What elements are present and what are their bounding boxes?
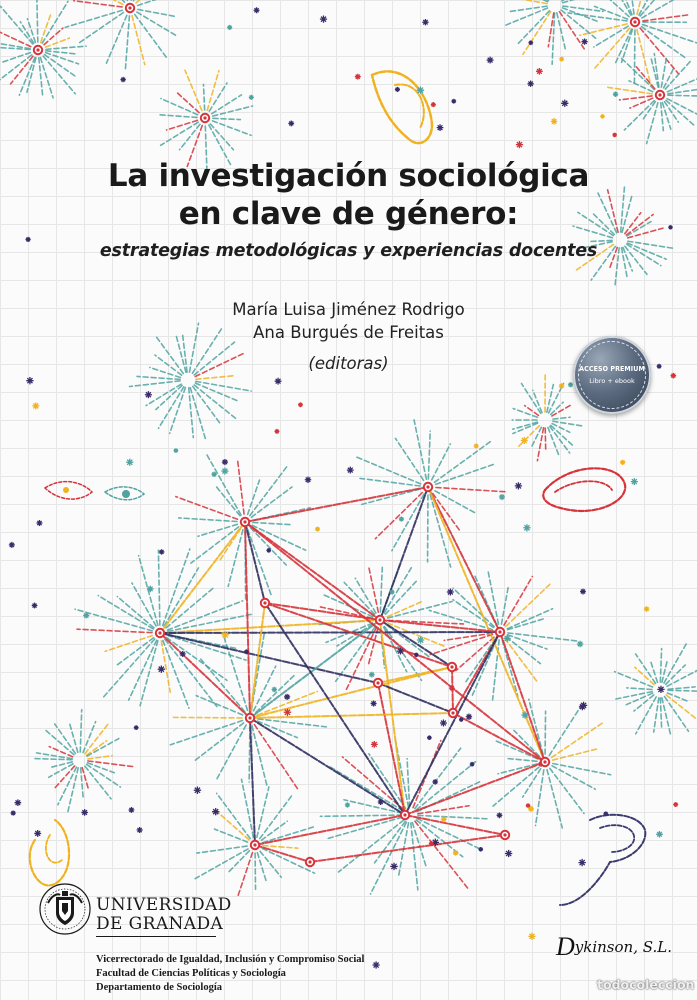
publisher-logo (556, 932, 672, 962)
star-mark (129, 807, 135, 813)
ray-line (545, 428, 546, 451)
star-mark (372, 961, 379, 968)
ray-line (212, 95, 242, 114)
ray-line (201, 659, 245, 712)
star-mark (284, 694, 290, 700)
star-mark (244, 649, 249, 654)
network-link (245, 522, 250, 718)
ray-line (642, 27, 687, 59)
ray-line (176, 497, 238, 520)
star-mark (320, 16, 327, 23)
star-mark (536, 68, 543, 75)
ray-line (636, 654, 656, 683)
ray-line (125, 16, 129, 69)
star-mark (378, 799, 384, 805)
star-mark (613, 91, 618, 96)
navy-scribble (600, 825, 634, 852)
ray-line (553, 749, 598, 760)
star-mark (194, 787, 201, 794)
ray-line (661, 57, 666, 87)
star-mark (298, 402, 303, 407)
ray-line (665, 61, 690, 89)
ray-line (88, 756, 112, 759)
star-mark (249, 95, 254, 100)
star-mark (470, 762, 475, 767)
ray-line (198, 524, 237, 536)
star-mark (451, 99, 456, 104)
ray-line (263, 846, 298, 849)
star-mark (521, 711, 528, 718)
ray-line (563, 0, 608, 3)
ray-line (213, 118, 240, 119)
star-mark (315, 527, 320, 532)
network-node-core (451, 711, 454, 714)
ray-line (86, 0, 123, 4)
star-mark (211, 472, 216, 477)
ray-line (33, 759, 72, 760)
ray-line (194, 385, 236, 419)
ray-line (651, 661, 658, 682)
star-mark (417, 636, 424, 643)
ray-line (667, 693, 688, 702)
star-mark (345, 802, 350, 807)
ray-line (552, 766, 595, 789)
star-mark (137, 827, 143, 833)
ray-line (634, 30, 635, 84)
network-node-core (450, 665, 453, 668)
star-mark (516, 141, 523, 148)
ray-line (3, 53, 31, 62)
ray-line (580, 0, 629, 17)
network-link (255, 815, 405, 845)
ray-line (547, 385, 554, 413)
ray-line (102, 639, 154, 698)
university-seal-icon (38, 881, 92, 941)
star-mark (390, 863, 397, 870)
network-link (250, 603, 265, 718)
ray-line (87, 739, 119, 757)
star-mark (274, 429, 279, 434)
ray-line (165, 639, 218, 707)
ray-line (660, 649, 661, 682)
network-node-core (426, 485, 429, 488)
star-mark (579, 703, 586, 710)
ray-line (664, 102, 678, 122)
network-node-core (308, 860, 311, 863)
star-mark (600, 114, 605, 119)
star-mark (284, 709, 292, 717)
ray-line (195, 849, 248, 879)
ray-line (238, 460, 245, 514)
ray-line (436, 487, 507, 491)
network-node-core (243, 520, 246, 523)
ray-line (668, 690, 697, 691)
premium-access-badge (573, 336, 651, 414)
star-mark (431, 102, 436, 107)
ray-line (580, 24, 627, 35)
star-mark (395, 87, 400, 92)
yellow-swirl (30, 820, 69, 885)
ray-line (666, 100, 696, 126)
ray-line (369, 567, 378, 612)
star-mark (347, 467, 354, 474)
network-link (380, 487, 428, 620)
ray-line (46, 731, 74, 755)
star-mark (11, 810, 16, 815)
star-mark (212, 808, 219, 815)
star-mark (120, 77, 125, 82)
star-mark (15, 799, 22, 806)
network-node-core (658, 93, 661, 96)
ray-line (193, 386, 221, 423)
ray-line (428, 431, 430, 479)
ray-line (553, 421, 583, 426)
ray-line (163, 549, 190, 625)
ray-line (636, 697, 656, 734)
star-mark (272, 687, 277, 692)
ray-line (614, 692, 652, 700)
ray-line (167, 601, 242, 630)
ray-line (547, 770, 562, 828)
network-node-core (253, 843, 256, 846)
star-mark (474, 444, 479, 449)
book-title-line1: La investigación sociológica (107, 158, 590, 194)
star-mark (657, 686, 664, 693)
ray-line (41, 13, 52, 43)
star-mark (9, 542, 15, 548)
ray-line (42, 1, 68, 43)
network-link (405, 762, 545, 815)
badge-label: ACCESO PREMIUM (579, 365, 645, 373)
star-mark (355, 74, 361, 80)
network-node-core (128, 6, 131, 9)
star-mark (527, 81, 533, 87)
ray-line (209, 83, 227, 111)
star-mark (631, 478, 638, 485)
ray-line (37, 753, 73, 759)
ray-line (362, 489, 420, 504)
star-mark (158, 666, 165, 673)
ray-line (508, 0, 548, 4)
star-mark (612, 133, 617, 138)
ray-line (185, 70, 202, 110)
star-mark (521, 437, 528, 444)
ray-line (140, 641, 158, 706)
ray-line (651, 59, 658, 87)
ray-line (45, 38, 69, 47)
ray-line (375, 493, 422, 539)
star-mark (266, 548, 271, 553)
star-mark (369, 672, 375, 678)
network-link (405, 632, 500, 815)
star-mark (371, 741, 378, 748)
network-link (428, 487, 500, 632)
star-mark (134, 725, 139, 730)
network-link (160, 632, 500, 633)
ray-line (553, 417, 570, 419)
ray-line (158, 550, 159, 625)
ray-line (159, 115, 197, 118)
ray-line (620, 96, 653, 100)
ray-line (213, 106, 253, 116)
network-node-core (503, 833, 506, 836)
red-loop (555, 481, 612, 492)
network-node-core (36, 48, 39, 51)
ray-line (320, 815, 402, 816)
divider (96, 936, 216, 938)
star-mark (275, 378, 282, 385)
ray-line (138, 0, 177, 5)
ray-line (129, 640, 157, 700)
star-mark (515, 482, 522, 489)
star-mark (577, 641, 583, 647)
ray-line (508, 6, 547, 12)
editor-name-1: María Luisa Jiménez Rodrigo (232, 300, 465, 319)
star-mark (568, 382, 573, 387)
star-mark (580, 589, 586, 595)
book-subtitle: estrategias metodológicas y experiencias docentes (99, 241, 598, 261)
ray-line (640, 0, 671, 16)
ray-line (164, 568, 198, 626)
star-mark (288, 121, 294, 127)
network-link (245, 487, 428, 522)
star-mark (227, 25, 232, 30)
book-title-line2: en clave de género: (178, 196, 519, 232)
ray-line (55, 724, 76, 754)
network-node-core (203, 116, 206, 119)
star-mark (83, 612, 89, 618)
ray-line (253, 522, 292, 524)
network-node-core (403, 813, 406, 816)
ray-line (39, 58, 43, 96)
network-link (250, 620, 380, 718)
network-node-core (378, 618, 381, 621)
ray-line (642, 0, 697, 18)
star-mark (159, 549, 164, 554)
ray-line (466, 639, 495, 682)
red-loop (543, 468, 625, 511)
star-mark (551, 118, 557, 124)
ray-line (667, 667, 697, 686)
star-mark (36, 520, 42, 526)
ray-line (668, 687, 695, 689)
star-mark (126, 459, 133, 466)
ray-line (627, 688, 652, 690)
vicerrectorado-text: Vicerrectorado de Igualdad, Inclusión y Compromiso Social (96, 954, 365, 965)
ray-line (595, 28, 630, 68)
ray-line (0, 55, 32, 84)
navy-scribble (560, 815, 645, 905)
ray-line (506, 758, 537, 761)
star-mark (222, 459, 228, 465)
university-name-line2: DE GRANADA (96, 914, 224, 934)
star-mark (581, 38, 587, 44)
ray-line (137, 376, 180, 379)
ray-line (647, 103, 658, 144)
network-link (310, 835, 505, 862)
network-node-core (543, 760, 546, 763)
ray-line (132, 16, 145, 65)
network-link (405, 815, 505, 835)
star-mark (523, 524, 530, 531)
publisher-initial: D (556, 932, 575, 961)
ray-line (559, 12, 584, 49)
ray-line (85, 724, 108, 754)
star-mark (559, 383, 564, 388)
star-mark (221, 631, 229, 639)
star-mark (644, 606, 650, 612)
ray-line (248, 480, 260, 514)
star-mark (487, 57, 494, 64)
ray-line (668, 95, 697, 96)
ray-line (388, 601, 452, 618)
star-mark (466, 714, 472, 720)
ray-line (661, 103, 664, 131)
star-mark (528, 933, 535, 940)
star-mark (578, 859, 585, 866)
network-node-core (633, 20, 636, 23)
network-node-core (376, 681, 379, 684)
ray-line (228, 530, 243, 587)
ray-line (411, 823, 418, 890)
ray-line (508, 633, 577, 641)
ray-line (69, 722, 78, 752)
editor-role: (editoras) (308, 354, 389, 373)
star-mark (26, 377, 33, 384)
ray-line (550, 768, 584, 813)
network-link (250, 667, 452, 718)
star-mark (505, 850, 512, 857)
ray-line (432, 444, 451, 480)
badge-sublabel: Libro + ebook (589, 377, 635, 385)
star-mark (497, 812, 503, 818)
ray-line (435, 491, 477, 514)
ray-line (553, 764, 611, 775)
ray-line (203, 84, 204, 110)
ray-line (380, 567, 382, 612)
star-mark (673, 802, 678, 807)
editor-name-2: Ana Burgués de Freitas (253, 323, 444, 342)
star-mark (453, 850, 458, 855)
ray-line (506, 583, 551, 626)
ray-line (37, 0, 38, 42)
star-mark (371, 700, 377, 706)
ray-line (537, 428, 543, 461)
star-mark (174, 448, 179, 453)
ray-line (654, 698, 659, 732)
ray-line (523, 12, 551, 55)
ray-line (521, 383, 540, 413)
yellow-swirl (46, 835, 62, 863)
star-mark (440, 720, 447, 727)
ray-line (173, 717, 242, 718)
ray-line (196, 376, 235, 380)
star-mark (526, 803, 530, 807)
network-node-core (498, 630, 501, 633)
star-mark (399, 517, 404, 522)
star-mark (427, 735, 432, 740)
star-mark (81, 809, 88, 816)
ray-line (191, 527, 239, 563)
ray-line (46, 46, 86, 49)
ray-line (80, 710, 81, 752)
ray-line (504, 577, 532, 626)
ray-line (130, 381, 180, 387)
ray-line (74, 1, 122, 7)
star-mark (390, 590, 395, 595)
star-mark (305, 477, 311, 483)
ray-line (643, 15, 691, 21)
star-mark (449, 685, 455, 691)
ray-line (434, 441, 491, 483)
ray-line (197, 846, 247, 853)
ray-line (0, 6, 32, 44)
ray-line (179, 518, 237, 522)
star-mark (559, 57, 564, 62)
ray-line (375, 821, 406, 862)
ray-line (214, 829, 247, 842)
ray-line (97, 0, 124, 2)
star-mark (432, 779, 438, 785)
star-mark (422, 19, 428, 25)
network-node-core (158, 631, 161, 634)
star-mark (32, 402, 39, 409)
ray-line (624, 101, 654, 130)
ray-line (615, 672, 653, 687)
ray-line (49, 764, 73, 777)
star-mark (499, 494, 505, 500)
faculty-text: Facultad de Ciencias Políticas y Sociología (96, 968, 286, 979)
star-mark (145, 391, 152, 398)
star-mark (671, 373, 677, 379)
ray-line (387, 601, 424, 617)
star-mark (32, 603, 38, 609)
star-mark (504, 635, 511, 642)
ray-line (159, 387, 184, 428)
star-mark (441, 816, 447, 822)
star-mark (447, 589, 454, 596)
publisher-name: ykinson, S.L. (574, 938, 672, 956)
network-node-core (263, 601, 266, 604)
ray-line (660, 698, 661, 729)
ray-line (167, 120, 198, 130)
ray-line (667, 76, 697, 92)
star-mark (656, 831, 663, 838)
ray-line (536, 770, 544, 826)
department-text: Departamento de Sociología (96, 982, 222, 993)
network-node-core (248, 716, 251, 719)
university-name-line1: UNIVERSIDAD (96, 895, 232, 915)
ray-line (133, 0, 154, 1)
star-mark (34, 830, 41, 837)
star-mark (620, 460, 625, 465)
ray-line (418, 815, 488, 818)
ray-line (82, 768, 89, 791)
ray-line (662, 103, 670, 130)
star-mark (561, 100, 568, 107)
star-mark (437, 124, 444, 131)
star-mark (180, 651, 186, 657)
ray-line (252, 726, 268, 788)
watermark: todocoleccion (597, 977, 695, 992)
star-mark (221, 467, 228, 474)
ray-line (87, 763, 114, 773)
network-link (250, 713, 453, 718)
star-mark (254, 7, 260, 13)
ray-line (636, 67, 654, 89)
ray-line (77, 629, 152, 632)
